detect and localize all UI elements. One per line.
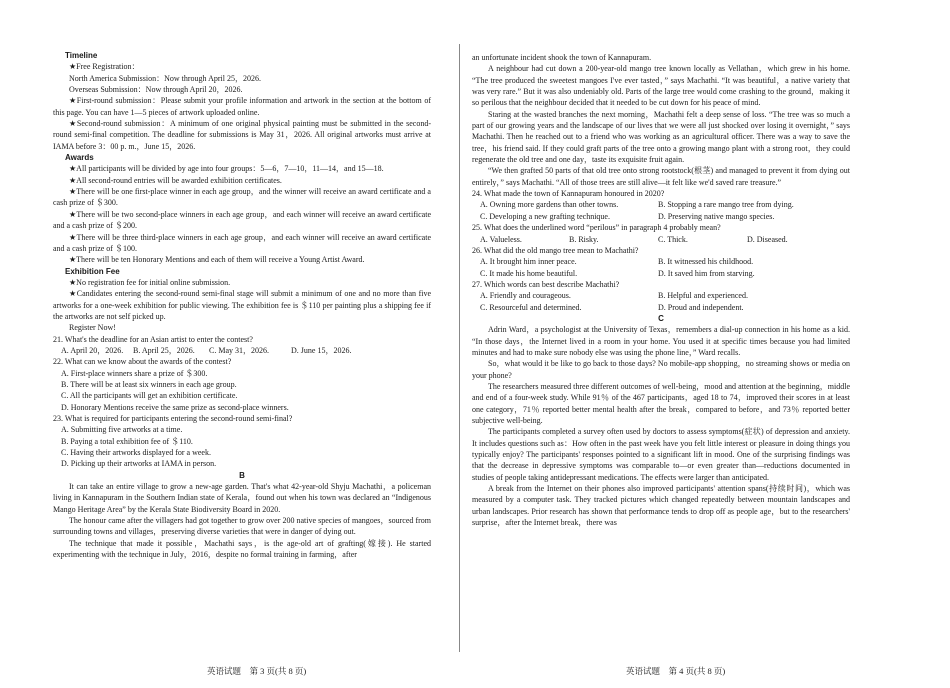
question-24-options <box>472 199 850 210</box>
passage-b-paragraph: Staring at the wasted branches the next morning，Machathi felt a deep sense of loss. “The tree was so much a part of our growing years and the landscape of our lives that we were all just shocked over losing it overnight，” says Machathi. Then he reached out to a friend who was working as an agricultural officer. There was a way to save the tree，his friend said. If they could graft parts of the tree onto a growing mango plant with a strong root，they could regenerate the old tree and one day，taste its exquisite fruit again. <box>472 109 850 165</box>
option-b: B. It witnessed his childhood. <box>658 257 754 267</box>
option-d: D. Honorary Mentions receive the same prize as second-place winners. <box>61 402 289 412</box>
timeline-heading: Timeline <box>65 51 98 60</box>
option-a: A. April 20，2026. <box>61 345 124 355</box>
option-c: C. It made his home beautiful. <box>480 268 578 278</box>
register-now: Register Now! <box>69 323 116 333</box>
option-c: C. May 31，2026. <box>209 345 269 355</box>
column-divider <box>459 44 460 652</box>
question-26-options <box>472 256 850 267</box>
timeline-item: North America Submission：Now through April 25，2026. <box>69 73 261 83</box>
option-d: D. Proud and independent. <box>658 302 744 312</box>
option-b: B. Helpful and experienced. <box>658 291 748 301</box>
option-b: B. Risky. <box>569 234 599 244</box>
question-27: 27. Which words can best describe Machathi? <box>472 279 620 289</box>
passage-b-paragraph: “We then grafted 50 parts of that old tree onto strong rootstock(根茎) and managed to prevent it from dying out entirely，” says Machathi. “All of those trees are still alive—it felt like we'd saved rare treasure.” <box>472 166 850 187</box>
option-c: C. Developing a new grafting technique. <box>480 211 610 221</box>
passage-c-paragraph: The researchers measured three different outcomes of well-being，mood and attention at the beginning，middle and end of a four-week study. While 91％ of the 467 participants，aged 18 to 74，improved their scores in at least one category，71％ reported better mental health after the break，compared to before，and 73％ reported better subjective well-being. <box>472 381 850 425</box>
question-26-options <box>472 268 850 279</box>
option-a: A. Owning more gardens than other towns. <box>480 200 619 210</box>
passage-b-paragraph: The honour came after the villagers had got together to grow over 200 native species of mangoes，sourced from surrounding towns and villages，preserving diverse varieties that were in danger of dying out. <box>53 516 431 537</box>
option-b: B. April 25，2026. <box>133 345 195 355</box>
option-c: C. Resourceful and determined. <box>480 302 582 312</box>
awards-item: ★All second-round entries will be awarded exhibition certificates. <box>69 175 282 185</box>
option-a: A. Valueless. <box>480 234 522 244</box>
awards-item: ★There will be three third-place winners in each age group，and each winner will receive an award certificate and a cash prize of ＄100. <box>53 232 431 253</box>
fee-heading: Exhibition Fee <box>65 266 120 276</box>
option-b: B. There will be at least six winners in each age group. <box>61 379 237 389</box>
awards-item: ★There will be ten Honorary Mentions and each of them will receive a Young Artist Award. <box>69 255 365 265</box>
question-27-options <box>472 302 850 313</box>
option-d: D. June 15，2026. <box>291 345 352 355</box>
page-footer-left: 英语试题 第 3 页(共 8 页) <box>207 666 307 676</box>
timeline-item: ★Second-round submission：A minimum of one original physical painting must be submitted in the second-round semi-final competition. The deadline for submissions is May 31，2026. All original artworks must arrive at IAMA before 3：00 p. m.，June 15，2026. <box>53 119 431 151</box>
fee-item: ★No registration fee for initial online submission. <box>69 277 231 287</box>
option-a: A. First-place winners share a prize of ＄300. <box>61 368 208 378</box>
page-footer-right: 英语试题 第 4 页(共 8 页) <box>626 666 726 676</box>
option-d: D. It saved him from starving. <box>658 268 755 278</box>
question-23: 23. What is required for participants entering the second-round semi-final? <box>53 414 293 423</box>
right-column <box>472 52 850 528</box>
awards-heading: Awards <box>65 153 94 163</box>
question-27-options <box>472 290 850 301</box>
section-c-heading: C <box>658 313 664 323</box>
timeline-item: ★Free Registration： <box>69 62 140 72</box>
section-b-heading: B <box>239 470 245 480</box>
passage-c-paragraph: A break from the Internet on their phones also improved participants' attention spans(持续时间)，which was measured by a computer task. They tracked pictures which changed repeatedly between mountain landscapes and urban landscapes. Prior research has shown that performance tends to drop off as people age，but to the researchers' surprise，after the Internet break，there was <box>472 484 850 528</box>
passage-b-paragraph: A neighbour had cut down a 200-year-old mango tree known locally as Vellathan，which grew in his home. “The tree produced the sweetest mangoes I've ever tasted，” says Machathi. “It was beautiful，a native variety that was very rare.” But it was also undeniably old. Parts of the large tree would come crashing to the ground，making it so perilous that the neighbour decided that it needed to be cut down for his peace of mind. <box>472 64 850 108</box>
timeline-item: ★First-round submission：Please submit your profile information and artwork in the section at the bottom of this page. You can have 1—5 pieces of artwork uploaded online. <box>53 96 431 117</box>
option-a: A. Submitting five artworks at a time. <box>61 425 183 435</box>
passage-c-paragraph: Adrin Ward，a psychologist at the University of Texas，remembers a dial-up connection in his home as a kid. “In those days，the Internet lived in a room in your home. You used it at specific times because you had limited minutes and had to make sure nobody else was using the phone line，” Ward recalls. <box>472 325 850 357</box>
passage-b-paragraph: The technique that made it possible，Machathi says，is the age-old art of grafting(嫁接). He started experimenting with the technique in July，2016，despite no formal training in farming，after <box>53 538 431 560</box>
option-b: B. Stopping a rare mango tree from dying. <box>658 200 794 210</box>
question-22: 22. What can we know about the awards of the contest? <box>53 357 232 367</box>
question-21: 21. What's the deadline for an Asian artist to enter the contest? <box>53 334 253 344</box>
option-a: A. It brought him inner peace. <box>480 257 577 267</box>
timeline-item: Overseas Submission：Now through April 20，2026. <box>69 85 243 95</box>
option-d: D. Preserving native mango species. <box>658 211 775 221</box>
question-21-options <box>53 345 431 356</box>
left-column <box>53 50 431 560</box>
fee-item: ★Candidates entering the second-round semi-final stage will submit a minimum of one and no more than five artworks for a one-week exhibition for public viewing. The exhibition fee is ＄110 per painting plus a shipping fee if the artworks are not self picked up. <box>53 289 431 321</box>
option-c: C. Having their artworks displayed for a week. <box>61 448 211 458</box>
passage-c-paragraph: The participants completed a survey often used by doctors to assess symptoms(症状) of depression and anxiety. It includes questions such as：How often in the past week have you felt little interest or pleasure in doing things you typically enjoy? The participants' responses pointed to a significant lift in mood. One of the surprising findings was that the decrease in depressive symptoms was comparable to—or even greater than—reductions documented in studies of people taking antidepressant medications. The effects were larger than anticipated. <box>472 427 850 482</box>
question-25: 25. What does the underlined word “perilous” in paragraph 4 probably mean? <box>472 223 721 233</box>
option-d: D. Picking up their artworks at IAMA in person. <box>61 459 217 469</box>
option-a: A. Friendly and courageous. <box>480 291 571 301</box>
option-c: C. Thick. <box>658 234 688 244</box>
passage-b-paragraph: an unfortunate incident shook the town of Kannapuram. <box>472 53 652 62</box>
question-25-options <box>472 234 850 245</box>
option-d: D. Diseased. <box>747 234 788 244</box>
question-24: 24. What made the town of Kannapuram honoured in 2020? <box>472 189 665 199</box>
passage-c-paragraph: So，what would it be like to go back to those days? No mobile-app shopping，no streaming shows or media on your phone? <box>472 359 850 380</box>
awards-item: ★There will be two second-place winners in each age group，and each winner will receive an award certificate and a cash prize of ＄200. <box>53 209 431 231</box>
awards-item: ★All participants will be divided by age into four groups：5—6，7—10，11—14，and 15—18. <box>69 164 384 174</box>
passage-b-paragraph: It can take an entire village to grow a new-age garden. That's what 42-year-old Shyju Machathi，a policeman living in Kannapuram in the Southern Indian state of Kerala，found out when his town was declared an “Indigenous Mango Heritage Area” by the Kerala State Biodiversity Board in 2020. <box>53 482 431 514</box>
option-b: B. Paying a total exhibition fee of ＄110. <box>61 436 193 446</box>
option-c: C. All the participants will get an exhibition certificate. <box>61 391 238 401</box>
question-24-options <box>472 211 850 222</box>
awards-item: ★There will be one first-place winner in each age group，and the winner will receive an award certificate and a cash prize of ＄300. <box>53 187 431 208</box>
question-26: 26. What did the old mango tree mean to Machathi? <box>472 245 639 255</box>
